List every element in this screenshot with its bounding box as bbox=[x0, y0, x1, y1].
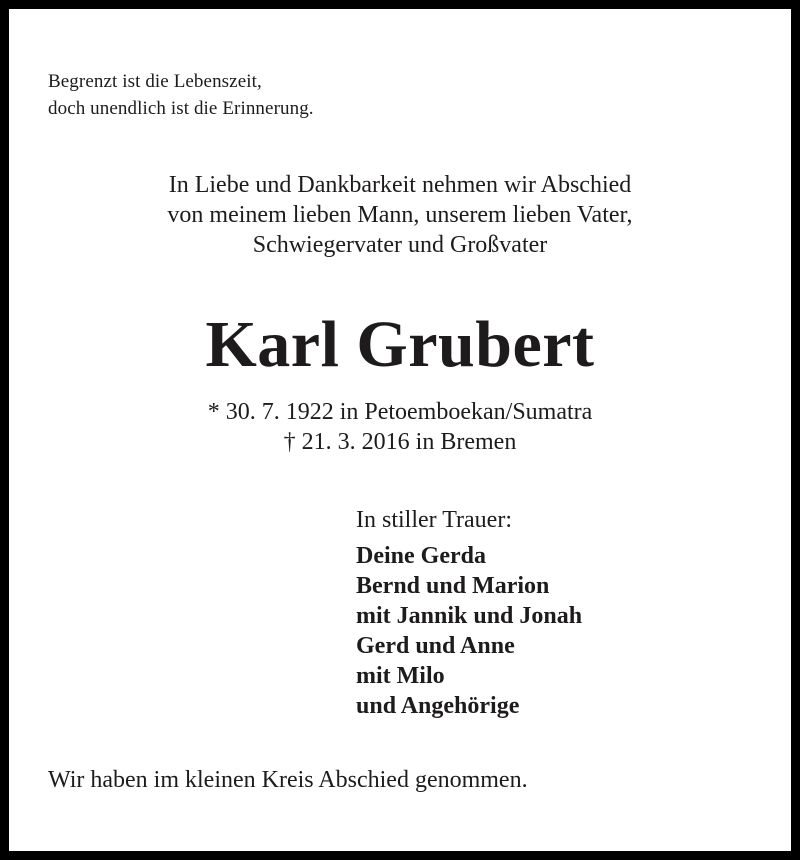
intro-line: In Liebe und Dankbarkeit nehmen wir Abschied bbox=[168, 172, 632, 198]
death-date: † 21. 3. 2016 in Bremen bbox=[283, 429, 517, 455]
mourner: Bernd und Marion bbox=[356, 573, 550, 599]
life-dates bbox=[9, 397, 791, 457]
deceased-name: Karl Grubert bbox=[205, 308, 595, 381]
mourner: Gerd und Anne bbox=[356, 633, 515, 659]
closing-statement: Wir haben im kleinen Kreis Abschied genommen. bbox=[48, 767, 528, 793]
mourner: mit Jannik und Jonah bbox=[356, 603, 583, 629]
birth-date: * 30. 7. 1922 in Petoemboekan/Sumatra bbox=[207, 399, 593, 425]
mourner: und Angehörige bbox=[356, 693, 520, 719]
motto-line: doch unendlich ist die Erinnerung. bbox=[48, 98, 314, 119]
intro-line: Schwiegervater und Großvater bbox=[252, 232, 548, 258]
mourning-label: In stiller Trauer: bbox=[356, 507, 512, 533]
intro-text bbox=[9, 170, 791, 260]
mourner: Deine Gerda bbox=[356, 543, 486, 569]
motto-verse bbox=[48, 68, 314, 122]
motto-line: Begrenzt ist die Lebenszeit, bbox=[48, 71, 262, 92]
mourners-list bbox=[356, 541, 582, 721]
mourner: mit Milo bbox=[356, 663, 445, 689]
intro-line: von meinem lieben Mann, unserem lieben Vater, bbox=[167, 202, 633, 228]
obituary-notice bbox=[9, 9, 791, 851]
